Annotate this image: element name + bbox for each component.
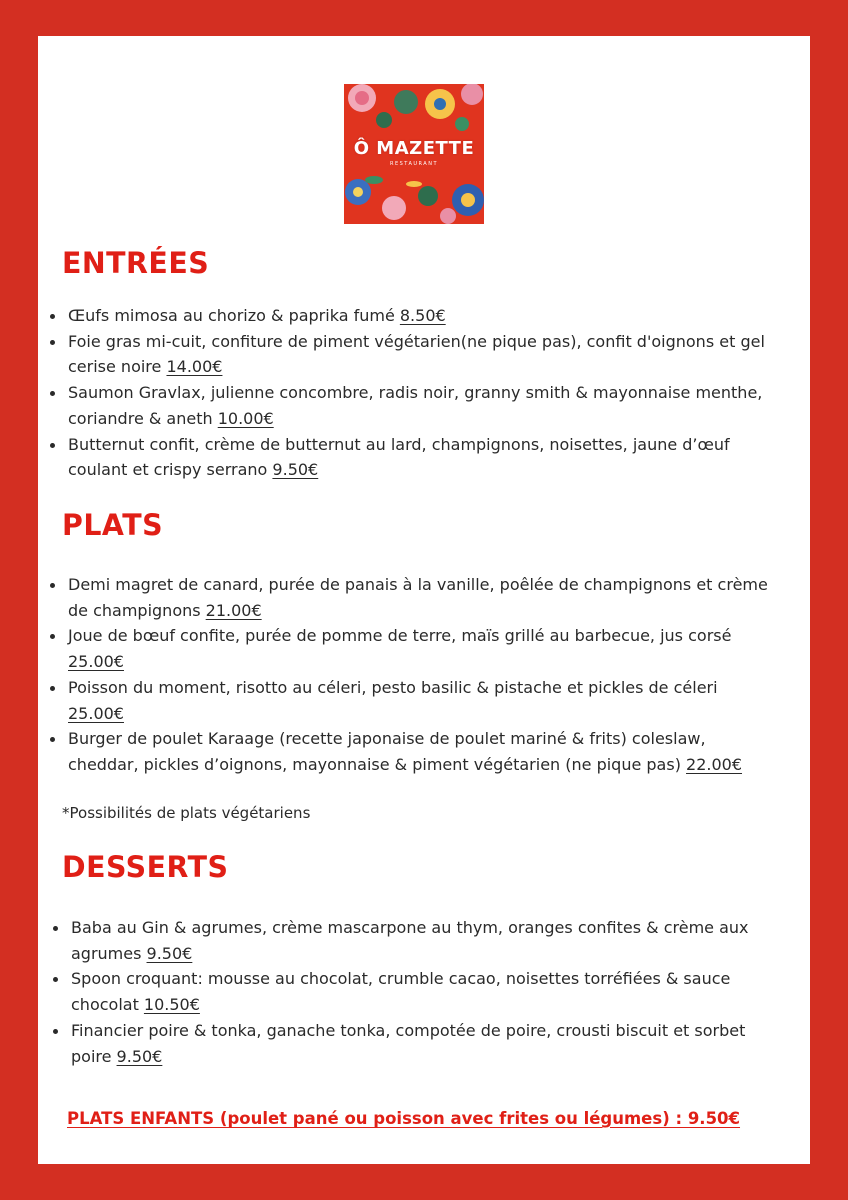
item-text: Financier poire & tonka, ganache tonka, compotée de poire, crousti biscuit et sorbet poire	[71, 1020, 746, 1066]
restaurant-logo	[344, 84, 484, 224]
item-text: Œufs mimosa au chorizo & paprika fumé	[68, 306, 400, 325]
item-text: Burger de poulet Karaage (recette japonaise de poulet mariné & frits) coleslaw, cheddar, pickles d’oignons, mayonnaise & piment végétarien (ne pique pas)	[68, 729, 706, 774]
list-item	[41, 1018, 781, 1069]
list-item	[38, 303, 778, 329]
section-heading-entrees: ENTRÉES	[62, 246, 210, 280]
item-text: Butternut confit, crème de butternut au lard, champignons, noisettes, jaune d’œuf coulant et crispy serrano	[68, 434, 730, 480]
item-price: 22.00€	[686, 754, 743, 774]
list-item	[38, 329, 778, 380]
list-item	[41, 966, 781, 1017]
item-text: Demi magret de canard, purée de panais à la vanille, poêlée de champignons et crème de champignons	[68, 575, 768, 620]
section-heading-desserts: DESSERTS	[62, 850, 229, 884]
list-item	[38, 675, 778, 726]
item-text: Baba au Gin & agrumes, crème mascarpone au thym, oranges confites & crème aux agrumes	[71, 918, 749, 963]
item-text: Saumon Gravlax, julienne concombre, radis noir, granny smith & mayonnaise menthe, coriandre & aneth	[68, 383, 763, 428]
list-item	[41, 915, 781, 966]
item-price: 9.50€	[272, 460, 319, 480]
entrees-list	[38, 303, 778, 483]
list-item	[38, 380, 778, 431]
list-item	[38, 432, 778, 483]
item-price: 21.00€	[205, 600, 262, 620]
item-price: 9.50€	[116, 1046, 163, 1066]
item-price: 25.00€	[68, 652, 124, 672]
logo-title: Ô MAZETTE	[353, 138, 475, 159]
vegetarian-note: *Possibilités de plats végétariens	[62, 804, 311, 822]
list-item	[38, 572, 778, 623]
item-text: Poisson du moment, risotto au céleri, pesto basilic & pistache et pickles de céleri	[68, 677, 718, 697]
plats-list	[38, 572, 778, 778]
list-item	[38, 623, 778, 674]
item-text: Spoon croquant: mousse au chocolat, crumble cacao, noisettes torréfiées & sauce chocolat	[71, 969, 731, 1015]
item-price: 9.50€	[146, 943, 193, 963]
logo-subtitle: RESTAURANT	[389, 161, 439, 167]
kids-menu-line: PLATS ENFANTS (poulet pané ou poisson avec frites ou légumes) : 9.50€	[67, 1109, 741, 1128]
item-text: Joue de bœuf confite, purée de pomme de terre, maïs grillé au barbecue, jus corsé	[68, 626, 732, 646]
item-price: 8.50€	[399, 306, 446, 325]
item-price: 10.50€	[143, 995, 200, 1015]
item-price: 14.00€	[166, 357, 223, 377]
list-item	[38, 726, 778, 777]
item-text: Foie gras mi-cuit, confiture de piment végétarien(ne pique pas), confit d'oignons et gel cerise noire	[68, 331, 765, 377]
menu-sheet	[38, 36, 810, 1164]
desserts-list	[41, 915, 781, 1069]
section-heading-plats: PLATS	[62, 508, 164, 542]
item-price: 25.00€	[68, 703, 124, 723]
item-price: 10.00€	[217, 408, 274, 428]
